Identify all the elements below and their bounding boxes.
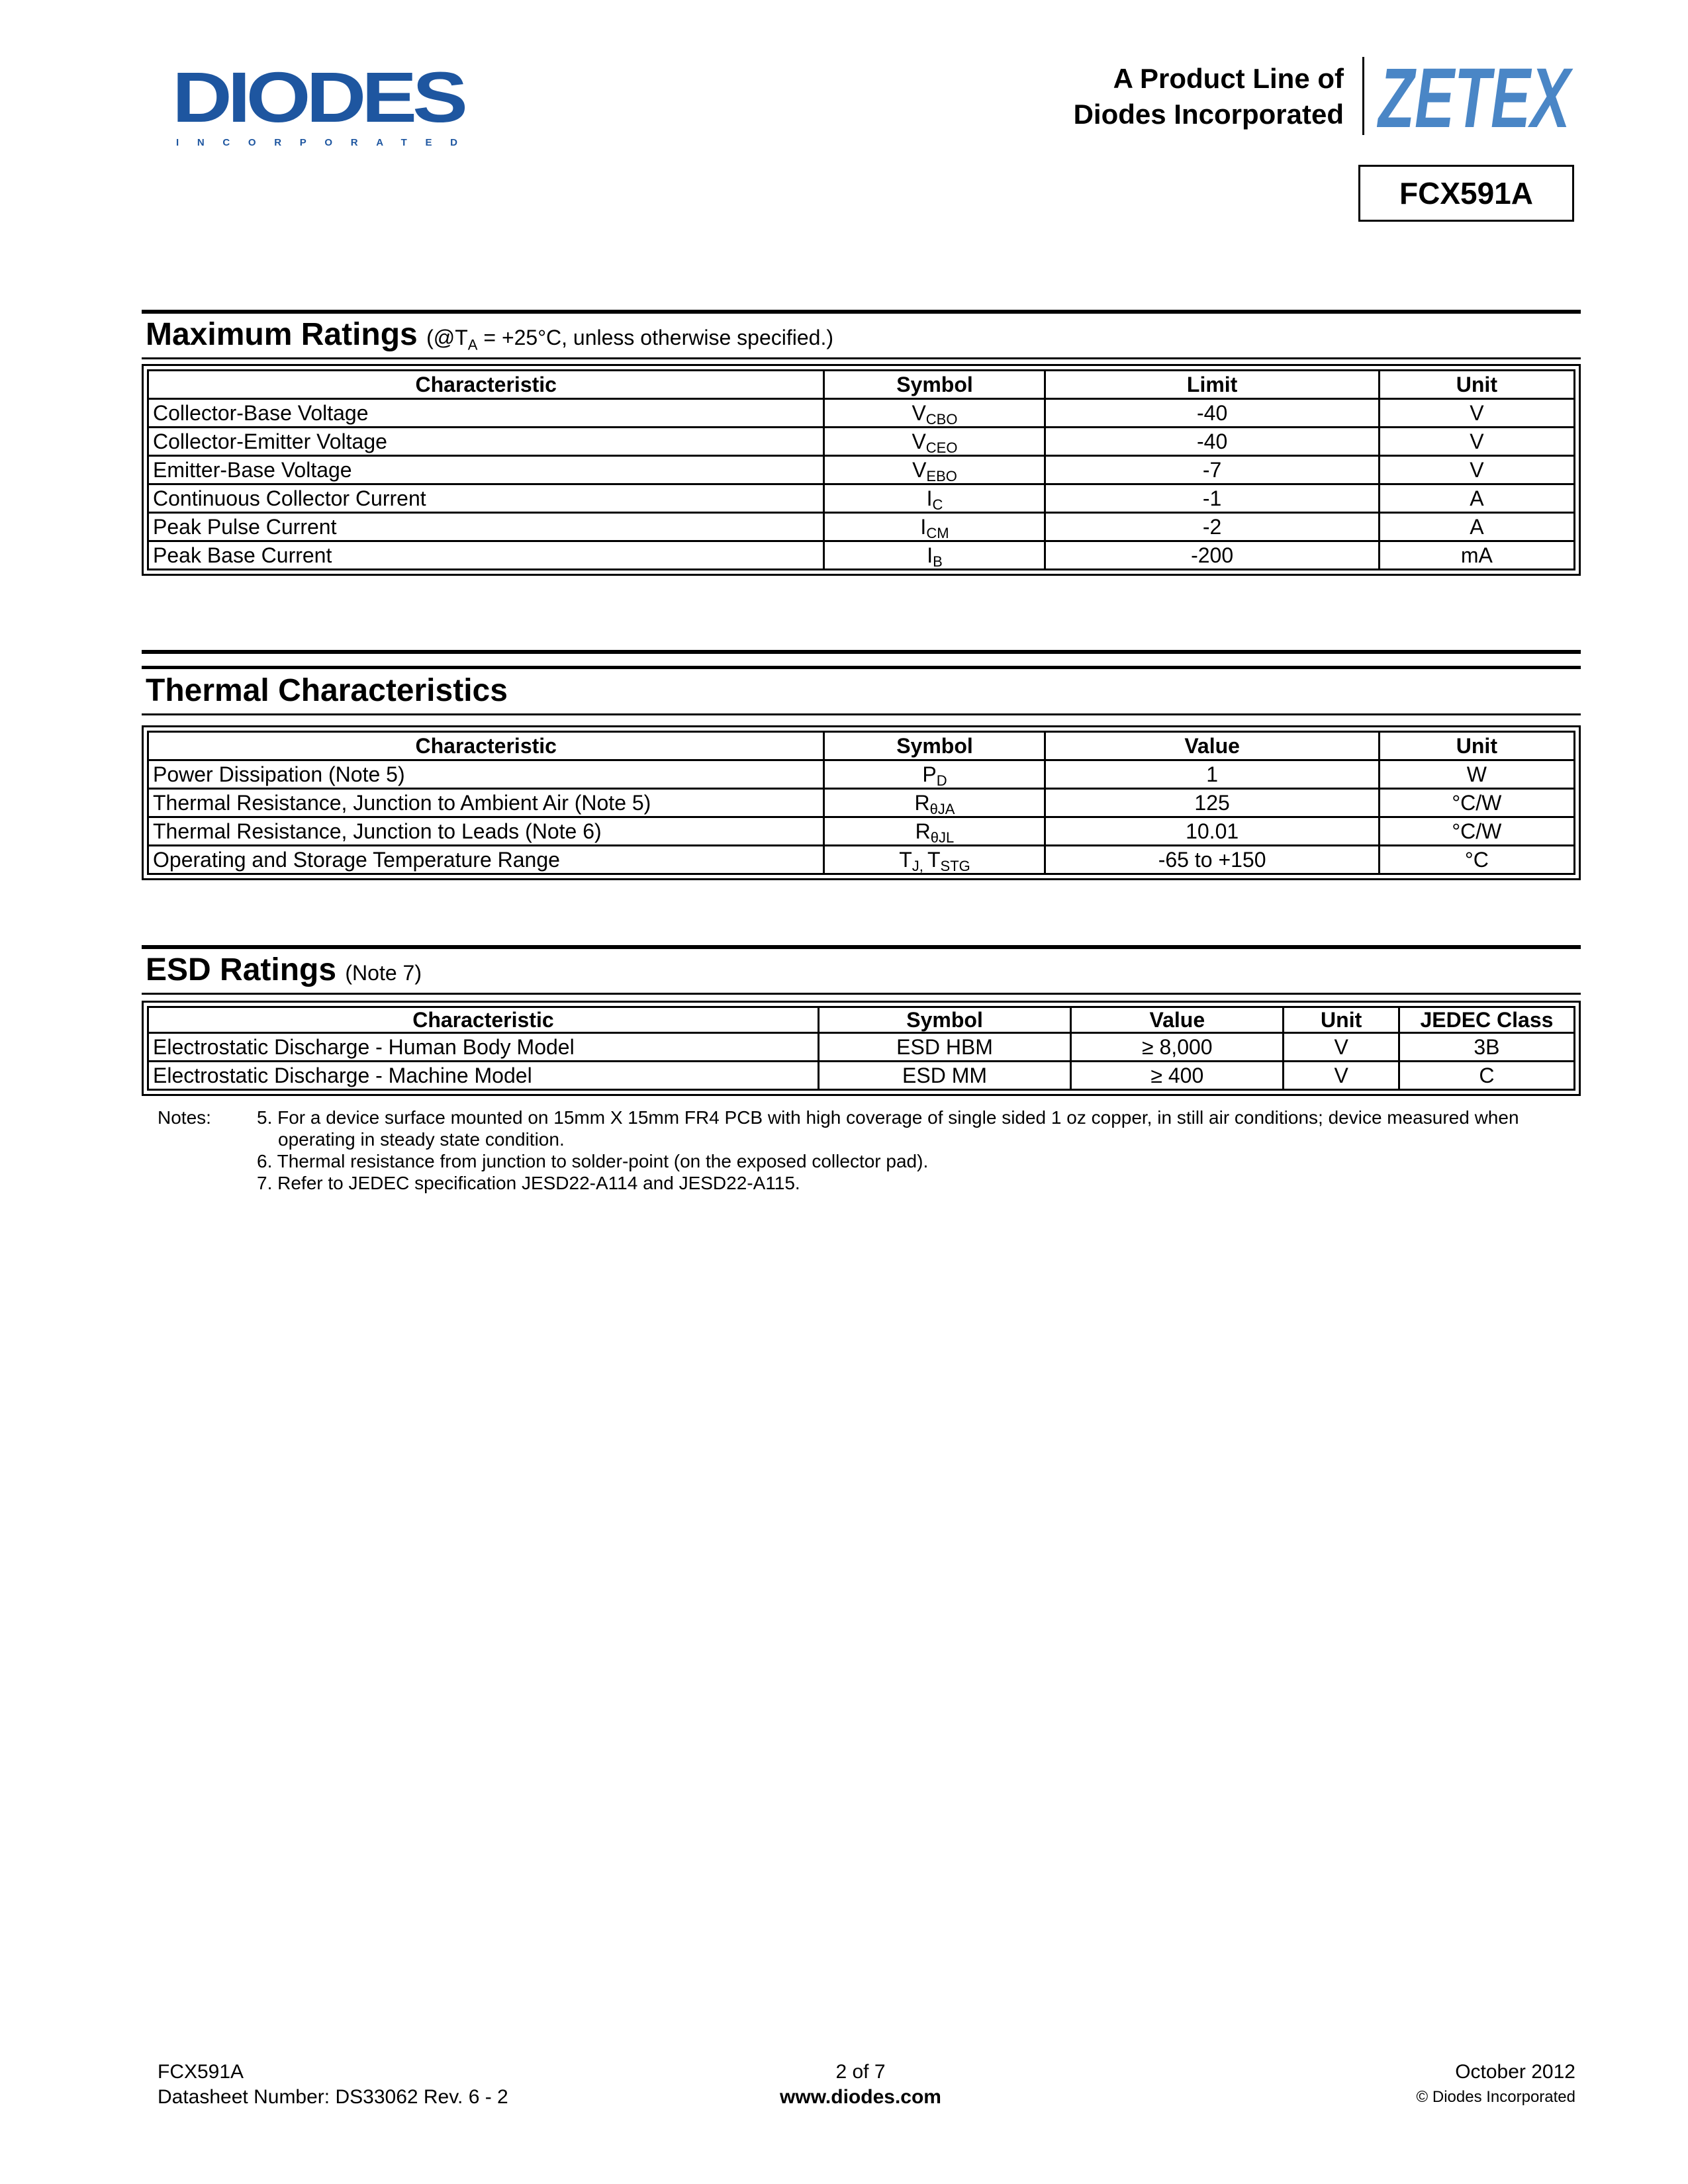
col-header: Unit bbox=[1379, 732, 1574, 760]
table-row: Peak Base Current $I_B$ -200 mA bbox=[148, 541, 1575, 570]
table-row: Thermal Resistance, Junction to Ambient Air (Note 5) $R_{\theta JA}$ 125 °C/W bbox=[148, 789, 1575, 817]
section-rule bbox=[142, 310, 1581, 314]
table-row: Power Dissipation (Note 5) $P_D$ 1 W bbox=[148, 760, 1575, 789]
col-header: Value bbox=[1071, 1007, 1284, 1033]
thermal-title: Thermal Characteristics bbox=[146, 673, 508, 708]
table-row: Operating and Storage Temperature Range $T_{J,}$ $T_{STG}$ -65 to +150 °C bbox=[148, 846, 1575, 874]
table-row: Peak Pulse Current $I_{CM}$ -2 A bbox=[148, 513, 1575, 541]
table-row: Thermal Resistance, Junction to Leads (Note 6) $R_{\theta JL}$ 10.01 °C/W bbox=[148, 817, 1575, 846]
footer-page: 2 of 7 bbox=[835, 2061, 886, 2083]
product-line-1: A Product Line of bbox=[1113, 63, 1344, 94]
footer-right bbox=[1417, 2060, 1575, 2110]
footer-date: October 2012 bbox=[1455, 2061, 1575, 2083]
esd-heading: ESD Ratings bbox=[146, 952, 337, 987]
zetex-logo bbox=[1376, 51, 1574, 146]
note-7: 7. Refer to JEDEC specification JESD22-A114 and JESD22-A115. bbox=[257, 1173, 800, 1193]
product-line-text bbox=[1074, 61, 1344, 132]
col-header: Symbol bbox=[818, 1007, 1070, 1033]
table-row: Electrostatic Discharge - Machine Model ESD MM ≥ 400 V C bbox=[148, 1062, 1575, 1090]
section-rule bbox=[142, 650, 1581, 654]
footer-left bbox=[158, 2060, 508, 2110]
table-header-row bbox=[148, 371, 1575, 399]
col-header: Symbol bbox=[824, 732, 1045, 760]
col-header: Characteristic bbox=[148, 1007, 819, 1033]
table-header-row bbox=[148, 732, 1575, 760]
table-row: Electrostatic Discharge - Human Body Model ESD HBM ≥ 8,000 V 3B bbox=[148, 1033, 1575, 1062]
part-number-box: FCX591A bbox=[1358, 165, 1574, 222]
max-ratings-title bbox=[146, 316, 833, 353]
max-ratings-condition: ($@T_A = +25^\circ C$, unless otherwise specified.) bbox=[426, 326, 833, 353]
notes-section bbox=[158, 1107, 1574, 1194]
col-header: Characteristic bbox=[148, 371, 824, 399]
table-row: Collector-Base Voltage $V_{CBO}$ -40 V bbox=[148, 399, 1575, 428]
esd-note: (Note 7) bbox=[345, 961, 422, 985]
col-header: Value bbox=[1045, 732, 1379, 760]
max-ratings-table bbox=[142, 364, 1581, 576]
col-header: Characteristic bbox=[148, 732, 824, 760]
zetex-wordmark: ZETEX bbox=[1376, 51, 1573, 146]
col-header: Unit bbox=[1284, 1007, 1399, 1033]
footer-url[interactable]: www.diodes.com bbox=[780, 2086, 941, 2108]
col-header: JEDEC Class bbox=[1399, 1007, 1574, 1033]
esd-table bbox=[142, 1001, 1581, 1096]
thermal-table bbox=[142, 725, 1581, 880]
section-rule bbox=[142, 666, 1581, 669]
col-header: Limit bbox=[1045, 371, 1379, 399]
footer-part: FCX591A bbox=[158, 2061, 244, 2083]
table-row: Collector-Emitter Voltage $V_{CEO}$ -40 V bbox=[148, 428, 1575, 456]
diodes-logo bbox=[171, 57, 475, 154]
table-row: Emitter-Base Voltage $V_{EBO}$ -7 V bbox=[148, 456, 1575, 484]
footer-datasheet: Datasheet Number: DS33062 Rev. 6 - 2 bbox=[158, 2086, 508, 2108]
product-line-2: Diodes Incorporated bbox=[1073, 99, 1344, 130]
logo-wordmark: DIODES bbox=[172, 57, 465, 137]
section-rule bbox=[142, 357, 1581, 359]
section-rule bbox=[142, 713, 1581, 715]
section-rule bbox=[142, 945, 1581, 949]
note-5: 5. For a device surface mounted on 15mm X 15mm FR4 PCB with high coverage of single sided 1 oz copper, in still air conditions; device measured when bbox=[257, 1107, 1519, 1128]
footer-copyright: © Diodes Incorporated bbox=[1416, 2088, 1575, 2106]
table-header-row bbox=[148, 1007, 1575, 1033]
max-ratings-heading: Maximum Ratings bbox=[146, 317, 418, 352]
col-header: Symbol bbox=[824, 371, 1045, 399]
notes-label: Notes: bbox=[158, 1107, 211, 1128]
section-rule bbox=[142, 993, 1581, 995]
header-divider bbox=[1362, 57, 1364, 135]
note-6: 6. Thermal resistance from junction to solder-point (on the exposed collector pad). bbox=[257, 1151, 929, 1171]
note-5-continued: operating in steady state condition. bbox=[278, 1129, 565, 1150]
logo-subtitle: INCORPORATED bbox=[176, 137, 457, 148]
footer-center bbox=[728, 2060, 993, 2110]
table-row: Continuous Collector Current $I_C$ -1 A bbox=[148, 484, 1575, 513]
esd-title bbox=[146, 952, 422, 988]
col-header: Unit bbox=[1379, 371, 1574, 399]
